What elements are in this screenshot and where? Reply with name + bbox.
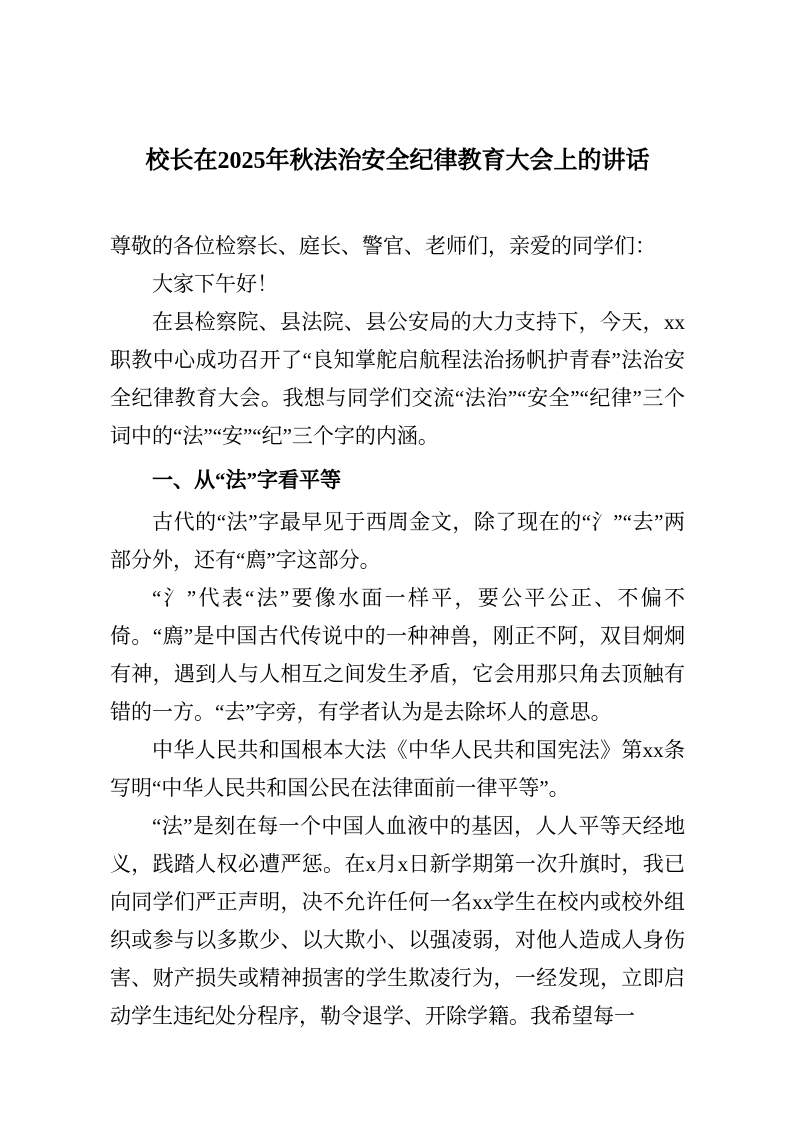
document-body <box>110 227 685 1035</box>
section-heading: 一、从“法”字看平等 <box>152 467 341 492</box>
paragraph: “氵”代表“法”要像水面一样平，要公平公正、不偏不倚。“廌”是中国古代传说中的一种神兽，刚正不阿，双目炯炯有神，遇到人与人相互之间发生矛盾，它会用那只角去顶触有错的一方。“去”字旁，有学者认为是去除坏人的意思。 <box>110 585 685 724</box>
paragraph: 中华人民共和国根本大法《中华人民共和国宪法》第xx条写明“中华人民共和国公民在法律面前一律平等”。 <box>110 737 685 800</box>
paragraph: 古代的“法”字最早见于西周金文，除了现在的“氵”“去”两部分外，还有“廌”字这部分。 <box>110 509 685 572</box>
paragraph: 尊敬的各位检察长、庭长、警官、老师们，亲爱的同学们： <box>110 233 656 258</box>
paragraph: “法”是刻在每一个中国人血液中的基因，人人平等天经地义，践踏人权必遭严惩。在x月x日新学期第一次升旗时，我已向同学们严正声明，决不允许任何一名xx学生在校内或校外组织或参与以多欺少、以大欺小、以强凌弱，对他人造成人身伤害、财产损失或精神损害的学生欺凌行为，一经发现，立即启动学生违纪处分程序，勒令退学、开除学籍。我希望每一 <box>110 813 685 1028</box>
document-title: 校长在2025年秋法治安全纪律教育大会上的讲话 <box>145 148 650 174</box>
paragraph: 大家下午好！ <box>152 271 278 296</box>
paragraph: 在县检察院、县法院、县公安局的大力支持下，今天，xx职教中心成功召开了“良知掌舵启航程法治扬帆护青春”法治安全纪律教育大会。我想与同学们交流“法治”“安全”“纪律”三个词中的“法”“安”“纪”三个字的内涵。 <box>110 309 685 448</box>
